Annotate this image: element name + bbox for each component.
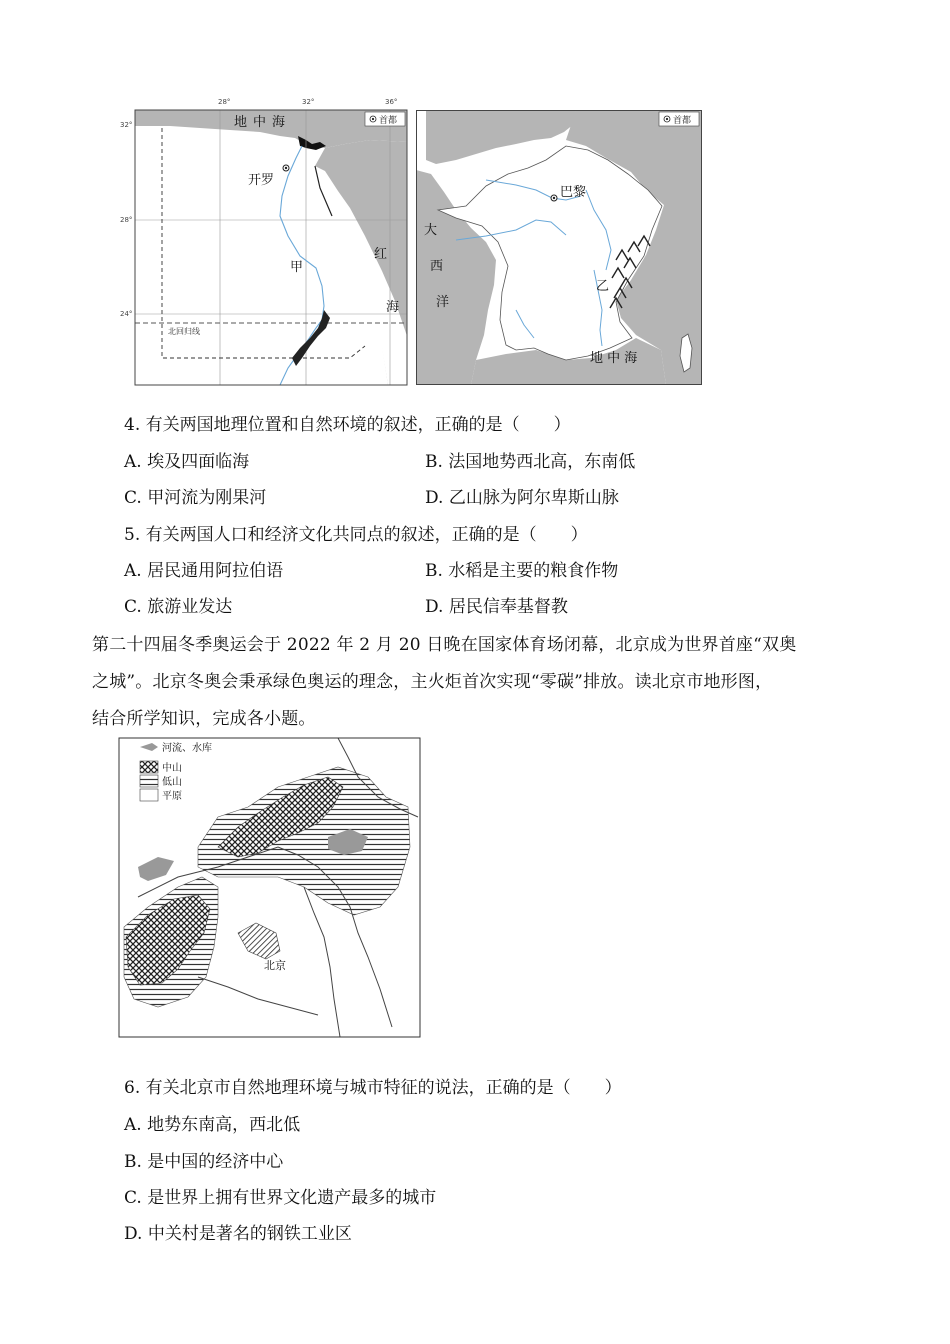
egypt-tropic-label: 北回归线 [168, 327, 200, 336]
passage-line-3: 结合所学知识，完成各小题。 [92, 709, 316, 729]
legend-river: 河流、水库 [162, 743, 212, 754]
question-5-stem: 5. 有关两国人口和经济文化共同点的叙述，正确的是（ ） [124, 525, 588, 545]
egypt-redsea-label-1: 红 [374, 247, 388, 262]
france-ocean-label-2: 西 [430, 259, 444, 274]
france-city-label: 巴黎 [560, 185, 587, 200]
lat-tick-28: 28° [120, 216, 133, 224]
legend-middle-mountain: 中山 [162, 763, 182, 774]
question-4-option-b[interactable]: B. 法国地势西北高，东南低 [425, 452, 636, 472]
egypt-city-label: 开罗 [248, 173, 275, 188]
france-map [416, 110, 704, 386]
egypt-sea-label: 地中海 [234, 115, 292, 130]
question-5-option-d[interactable]: D. 居民信奉基督教 [425, 597, 568, 617]
question-5-option-b[interactable]: B. 水稻是主要的粮食作物 [425, 561, 619, 581]
france-sea-label: 地 中 海 [590, 351, 638, 366]
question-6-stem: 6. 有关北京市自然地理环境与城市特征的说法，正确的是（ ） [124, 1078, 622, 1098]
france-ocean-label-3: 洋 [436, 295, 450, 310]
beijing-map [118, 737, 422, 1039]
question-6-option-c[interactable]: C. 是世界上拥有世界文化遗产最多的城市 [124, 1188, 437, 1208]
egypt-capital-legend: 首都 [379, 116, 398, 126]
passage-line-2: 之城”。北京冬奥会秉承绿色奥运的理念，主火炬首次实现“零碳”排放。读北京市地形图， [92, 672, 773, 692]
france-mountain-label: 乙 [596, 279, 610, 294]
question-4-stem: 4. 有关两国地理位置和自然环境的叙述，正确的是（ ） [124, 415, 571, 435]
question-4-option-d[interactable]: D. 乙山脉为阿尔卑斯山脉 [425, 488, 619, 508]
beijing-city-label: 北京 [264, 959, 286, 972]
question-4-option-a[interactable]: A. 埃及四面临海 [124, 452, 250, 472]
france-capital-legend: 首都 [673, 116, 692, 126]
question-6-option-a[interactable]: A. 地势东南高，西北低 [124, 1115, 301, 1135]
egypt-map [120, 96, 412, 388]
lat-tick-32: 32° [120, 121, 133, 129]
question-6-option-b[interactable]: B. 是中国的经济中心 [124, 1152, 284, 1172]
question-6-option-d[interactable]: D. 中关村是著名的钢铁工业区 [124, 1224, 352, 1244]
lat-tick-24: 24° [120, 310, 133, 318]
lon-tick-36: 36° [385, 98, 398, 106]
france-ocean-label-1: 大 [424, 223, 438, 238]
passage-line-1: 第二十四届冬季奥运会于 2022 年 2 月 20 日晚在国家体育场闭幕，北京成为世界首座“双奥 [92, 635, 797, 655]
lon-tick-28: 28° [218, 98, 231, 106]
legend-low-mountain: 低山 [162, 777, 182, 788]
legend-plain: 平原 [162, 791, 182, 802]
question-5-option-c[interactable]: C. 旅游业发达 [124, 597, 233, 617]
question-5-option-a[interactable]: A. 居民通用阿拉伯语 [124, 561, 284, 581]
question-4-option-c[interactable]: C. 甲河流为刚果河 [124, 488, 267, 508]
lon-tick-32: 32° [302, 98, 315, 106]
egypt-river-label: 甲 [290, 260, 304, 275]
egypt-redsea-label-2: 海 [386, 300, 400, 315]
